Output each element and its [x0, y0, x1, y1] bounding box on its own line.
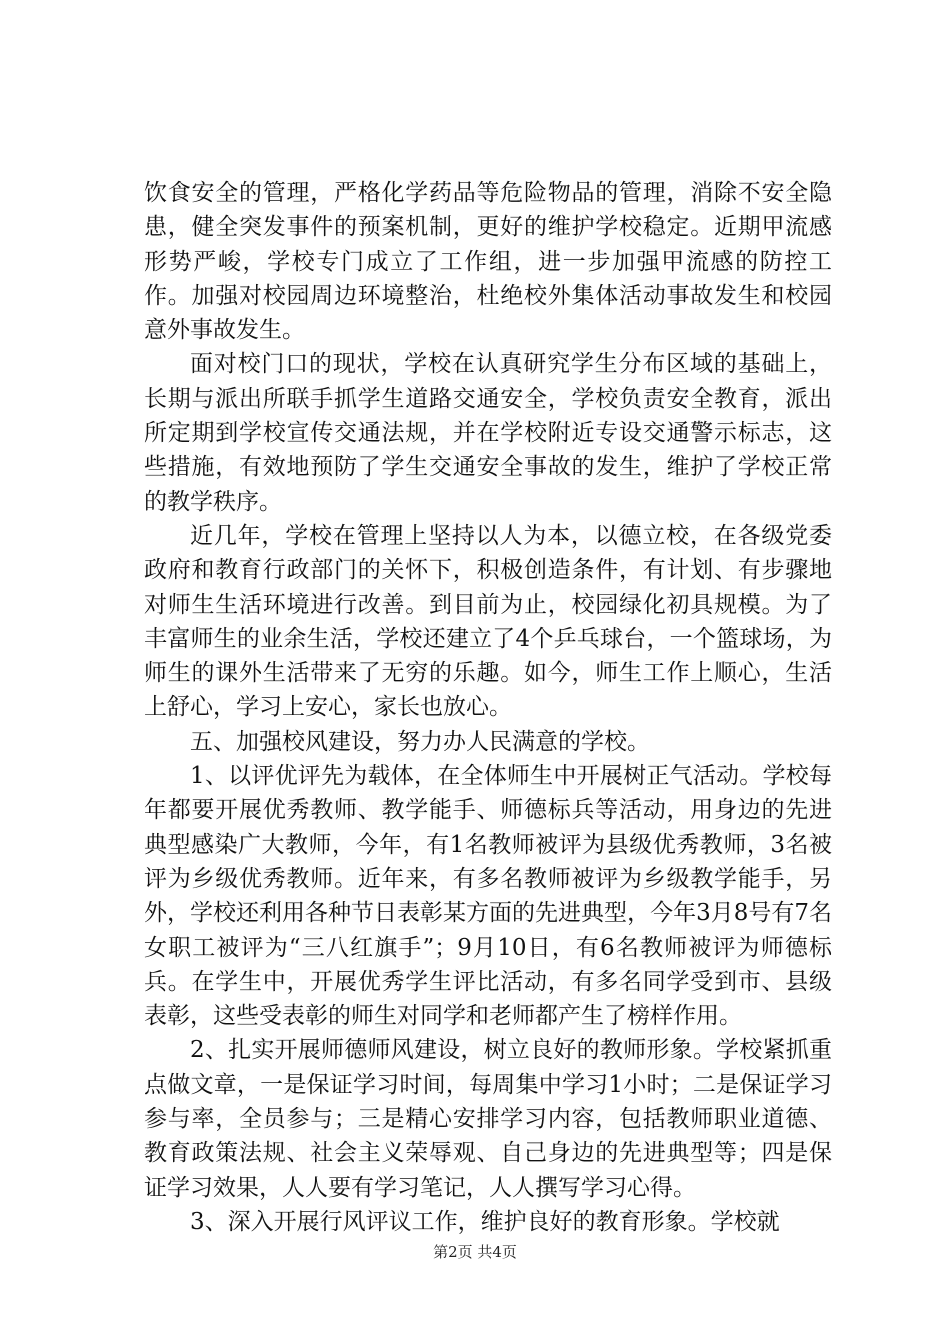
paragraph: 3、深入开展行风评议工作，维护良好的教育形象。学校就 — [190, 1208, 780, 1235]
paragraph: 1、以评优评先为载体，在全体师生中开展树正气活动。学校每年都要开展优秀教师、教学能手、师德标兵等活动，用身边的先进典型感染广大教师，今年，有1名教师被评为县级优秀教师，3名被评为乡级优秀教师。近年来，有多名教师被评为乡级教学能手，另外，学校还利用各种节日表彰某方面的先进典型，今年3月8号有7名女职工被评为“三八红旗手”；9月10日，有6名教师被评为师德标兵。在学生中，开展优秀学生评比活动，有多名同学受到市、县级表彰，这些受表彰的师生对同学和老师都产生了榜样作用。 — [144, 763, 832, 1030]
section-heading: 五、加强校风建设，努力办人民满意的学校。 — [190, 728, 650, 755]
paragraph: 饮食安全的管理，严格化学药品等危险物品的管理，消除不安全隐患，健全突发事件的预案机制，更好的维护学校稳定。近期甲流感形势严峻，学校专门成立了工作组，进一步加强甲流感的防控工作。加强对校园周边环境整治，杜绝校外集体活动事故发生和校园意外事故发生。 — [144, 180, 832, 344]
paragraph: 近几年，学校在管理上坚持以人为本，以德立校，在各级党委政府和教育行政部门的关怀下，积极创造条件，有计划、有步骤地对师生生活环境进行改善。到目前为止，校园绿化初具规模。为了丰富师生的业余生活，学校还建立了4个乒乓球台，一个篮球场，为师生的课外生活带来了无穷的乐趣。如今，师生工作上顺心，生活上舒心，学习上安心，家长也放心。 — [144, 522, 832, 721]
page-number-footer: 第2页 共4页 — [433, 1243, 517, 1261]
paragraph: 面对校门口的现状，学校在认真研究学生分布区域的基础上，长期与派出所联手抓学生道路交通安全，学校负责安全教育，派出所定期到学校宣传交通法规，并在学校附近专设交通警示标志，这些措施，有效地预防了学生交通安全事故的发生，维护了学校正常的教学秩序。 — [144, 351, 832, 515]
paragraph: 2、扎实开展师德师风建设，树立良好的教师形象。学校紧抓重点做文章，一是保证学习时间，每周集中学习1小时；二是保证学习参与率，全员参与；三是精心安排学习内容，包括教师职业道德、教育政策法规、社会主义荣辱观、自己身边的先进典型等；四是保证学习效果，人人要有学习笔记，人人撰写学习心得。 — [144, 1037, 832, 1201]
document-body — [144, 176, 832, 1239]
